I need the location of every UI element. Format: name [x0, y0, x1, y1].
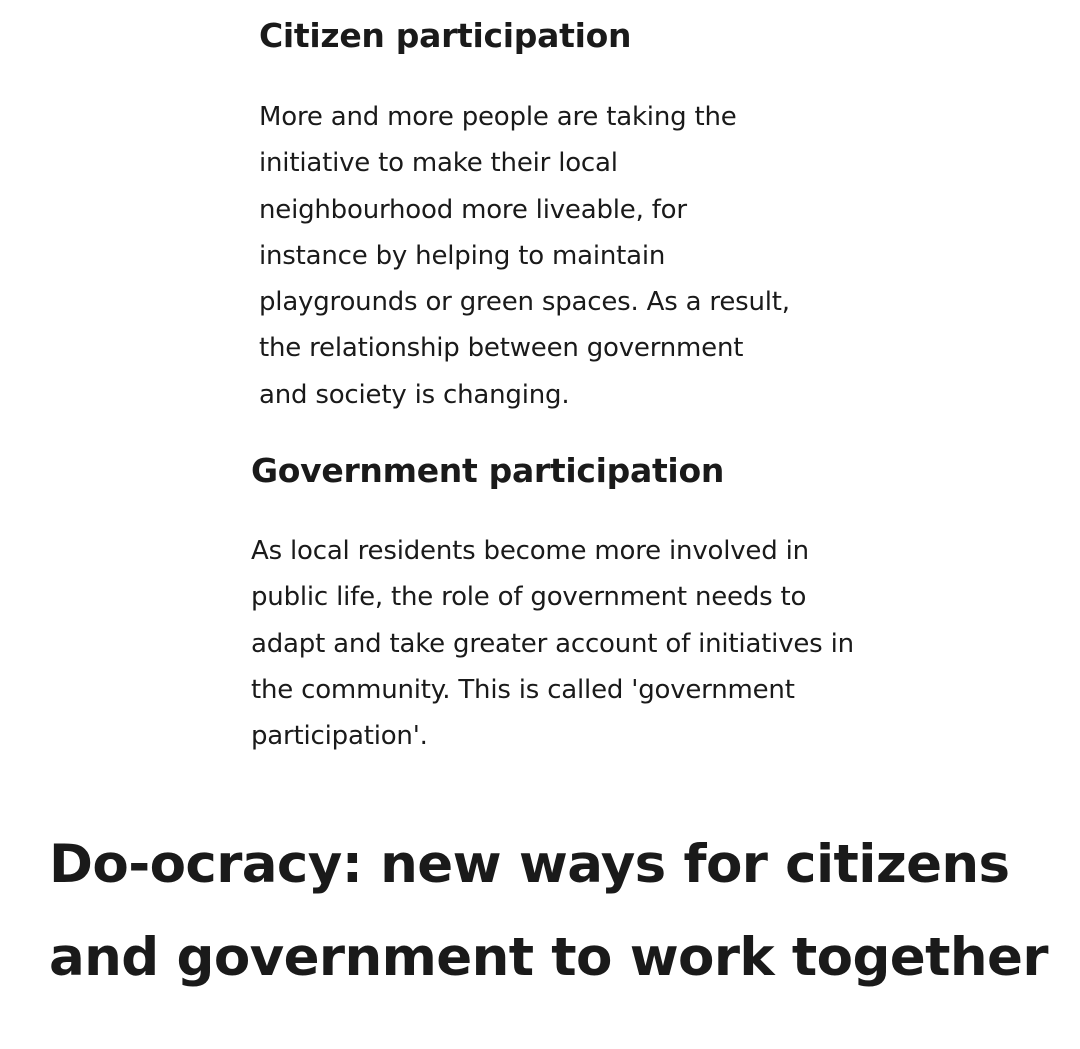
body-line: As local residents become more involved in — [251, 536, 809, 566]
body-line: More and more people are taking the — [259, 102, 737, 132]
citizen-participation-body — [259, 94, 819, 418]
body-line: the relationship between government — [259, 333, 744, 364]
body-line: participation'. — [251, 721, 428, 752]
body-line: instance by helping to maintain — [259, 240, 666, 271]
page-title — [49, 818, 1069, 1004]
body-line: and society is changing. — [259, 379, 570, 410]
body-line: public life, the role of government needs to — [251, 582, 807, 613]
citizen-participation-heading: Citizen participation — [259, 16, 632, 55]
government-participation-heading: Government participation — [251, 451, 725, 490]
body-line: neighbourhood more liveable, for — [259, 194, 687, 225]
citizen-participation-section — [259, 14, 819, 418]
body-line: initiative to make their local — [259, 148, 618, 179]
body-line: playgrounds or green spaces. As a result, — [259, 287, 790, 318]
government-participation-body — [251, 528, 911, 759]
title-line: Do-ocracy: new ways for citizens — [49, 834, 1010, 895]
government-participation-section — [251, 449, 911, 759]
title-line: and government to work together — [49, 927, 1048, 988]
body-line: the community. This is called 'government — [251, 674, 795, 705]
body-line: adapt and take greater account of initiatives in — [251, 628, 854, 659]
